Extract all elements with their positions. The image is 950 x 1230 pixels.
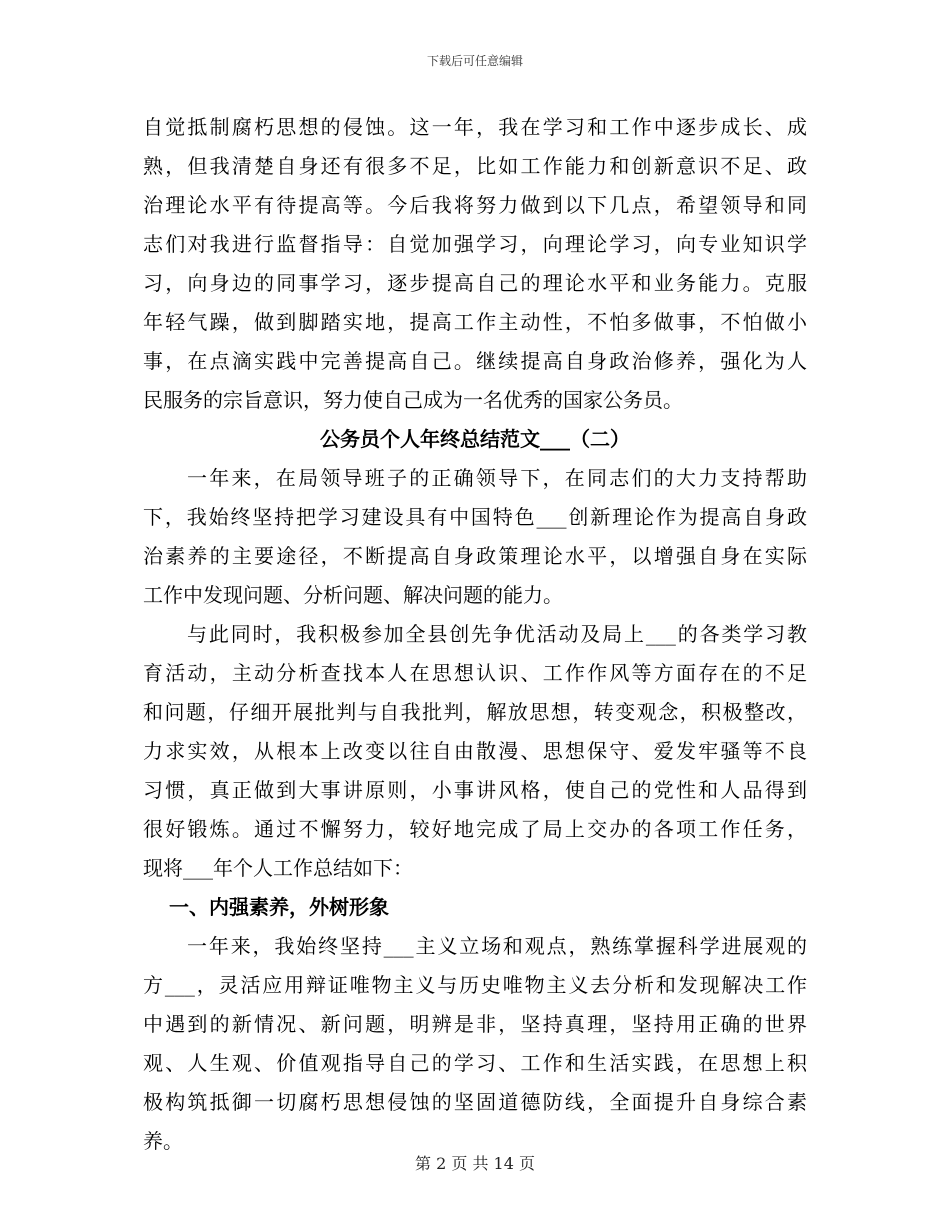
paragraph-line: 年轻气躁，做到脚踏实地，提高工作主动性，不怕多做事，不怕做小 bbox=[143, 310, 807, 334]
paragraph-line: 习惯，真正做到大事讲原则，小事讲风格，使自己的党性和人品得到 bbox=[143, 778, 807, 802]
section-title: 公务员个人年终总结范文___（二） bbox=[320, 427, 630, 451]
paragraph-line: 治理论水平有待提高等。今后我将努力做到以下几点，希望领导和同 bbox=[143, 193, 807, 217]
paragraph-line: 下，我始终坚持把学习建设具有中国特色___创新理论作为提高自身政 bbox=[143, 505, 807, 529]
paragraph-line: 方___，灵活应用辩证唯物主义与历史唯物主义去分析和发现解决工作 bbox=[143, 973, 807, 997]
paragraph-last-line: 养。 bbox=[143, 1129, 183, 1153]
document-body bbox=[143, 108, 807, 1161]
paragraph-line: 很好锻炼。通过不懈努力，较好地完成了局上交办的各项工作任务， bbox=[143, 817, 807, 841]
paragraph-line: 极构筑抵御一切腐朽思想侵蚀的坚固道德防线，全面提升自身综合素 bbox=[143, 1090, 807, 1114]
paragraph-line: 熟，但我清楚自身还有很多不足，比如工作能力和创新意识不足、政 bbox=[143, 154, 807, 178]
page-header-note: 下载后可任意编辑 bbox=[426, 54, 523, 68]
paragraph-line: 治素养的主要途径，不断提高自身政策理论水平，以增强自身在实际 bbox=[143, 544, 807, 568]
paragraph-last-line: 现将___年个人工作总结如下： bbox=[143, 856, 413, 880]
paragraph-line: 力求实效，从根本上改变以往自由散漫、思想保守、爱发牢骚等不良 bbox=[143, 739, 807, 763]
paragraph-line: 和问题，仔细开展批判与自我批判，解放思想，转变观念，积极整改， bbox=[143, 700, 807, 724]
paragraph-first-line: 一年来，在局领导班子的正确领导下，在同志们的大力支持帮助 bbox=[187, 466, 807, 490]
paragraph-last-line: 民服务的宗旨意识，努力使自己成为一名优秀的国家公务员。 bbox=[143, 388, 683, 412]
paragraph-line: 中遇到的新情况、新问题，明辨是非，坚持真理，坚持用正确的世界 bbox=[143, 1012, 807, 1036]
paragraph-first-line: 一年来，我始终坚持___主义立场和观点，熟练掌握科学进展观的 bbox=[187, 934, 807, 958]
paragraph-line: 志们对我进行监督指导：自觉加强学习，向理论学习，向专业知识学 bbox=[143, 232, 807, 256]
paragraph-line: 观、人生观、价值观指导自己的学习、工作和生活实践，在思想上积 bbox=[143, 1051, 807, 1075]
paragraph-line: 事，在点滴实践中完善提高自己。继续提高自身政治修养，强化为人 bbox=[143, 349, 807, 373]
paragraph-line: 自觉抵制腐朽思想的侵蚀。这一年，我在学习和工作中逐步成长、成 bbox=[143, 115, 807, 139]
paragraph-last-line: 工作中发现问题、分析问题、解决问题的能力。 bbox=[143, 583, 563, 607]
paragraph-line: 习，向身边的同事学习，逐步提高自己的理论水平和业务能力。克服 bbox=[143, 271, 807, 295]
paragraph-first-line: 与此同时，我积极参加全县创先争优活动及局上___的各类学习教 bbox=[187, 622, 807, 646]
paragraph-line: 育活动，主动分析查找本人在思想认识、工作作风等方面存在的不足 bbox=[143, 661, 807, 685]
page-number: 第 2 页 共 14 页 bbox=[415, 1154, 535, 1173]
subsection-heading: 一、内强素养，外树形象 bbox=[169, 895, 389, 919]
